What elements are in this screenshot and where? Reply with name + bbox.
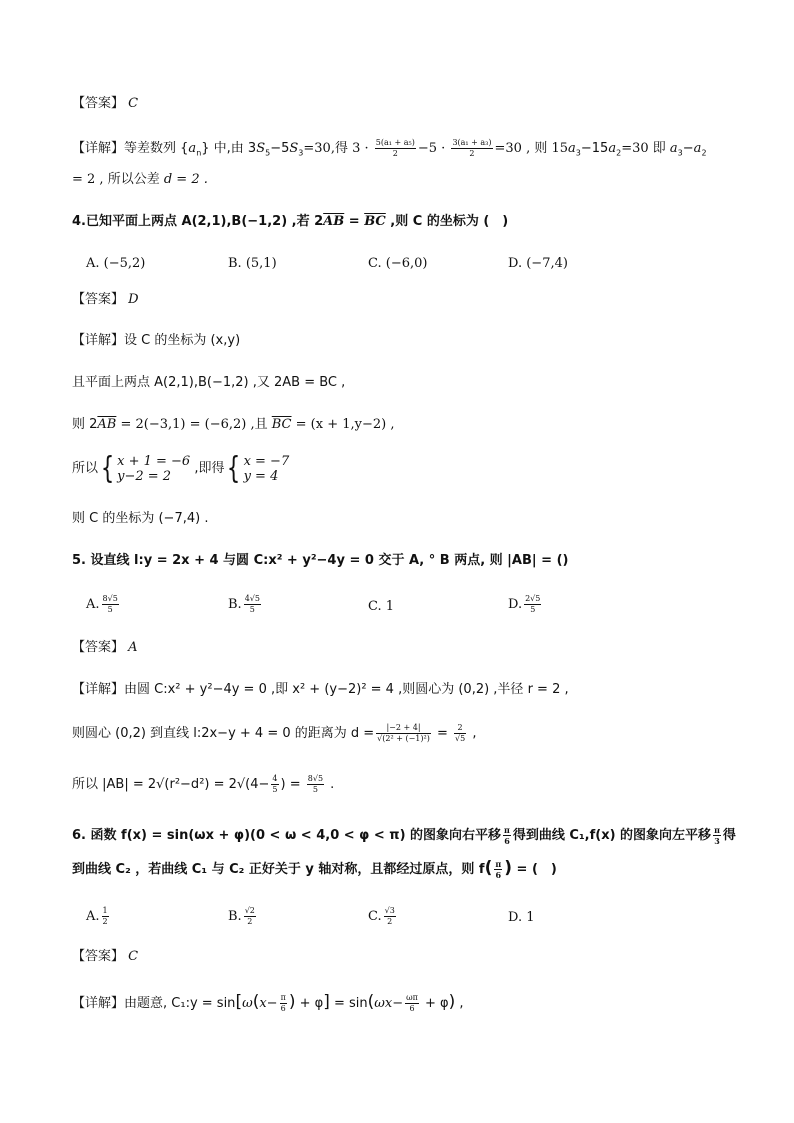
q6-option-a: A. $\frac{1}{2}$ — [86, 906, 108, 926]
detail-label: 【详解】 — [72, 996, 125, 1011]
detail-text: = 2 , 所以公差 — [72, 172, 160, 187]
q6-option-b: B. $\frac{√2}{2}$ — [228, 906, 255, 926]
detail-label: 【详解】 — [72, 333, 125, 348]
detail-text: =30 , 则 15 — [494, 141, 569, 156]
vector-ab: $\overline{AB}$ — [323, 214, 345, 229]
detail-text: 则圆心 (0,2) 到直线 l:2x−y + 4 = 0 的距离为 d = — [72, 726, 375, 741]
q6-detail-line1: 【详解】由题意, C₁:y = sin[ω(x− $\frac{\pi}{6}$ ) + φ] = sin(ωx− $\frac{\omega\pi}{6}$ + φ) , — [72, 992, 464, 1013]
vector-bc: $\overline{BC}$ — [364, 214, 386, 229]
detail-text: = (x + 1,y−2) , — [291, 417, 395, 432]
fraction: $\frac{\pi}{3}$ — [714, 825, 720, 846]
question-text: 4.已知平面上两点 A(2,1),B(−1,2) ,若 2 — [72, 214, 324, 229]
q5-detail-line2: 则圆心 (0,2) 到直线 l:2x−y + 4 = 0 的距离为 d = $\frac{|-2 + 4|}{\text{√(2² + (−1)²)}}$ = $\frac{2}{√5}$ , — [72, 723, 477, 743]
fraction: $\frac{\pi}{6}$ — [495, 859, 502, 880]
equation-system: x = −7 y = 4 — [243, 453, 290, 484]
question-text: = — [344, 214, 365, 229]
q4-detail-line1 — [72, 331, 240, 351]
q3-detail-line2 — [72, 170, 208, 190]
q4-detail-line3 — [72, 415, 394, 435]
q6-answer-line — [72, 947, 138, 967]
q6-stem-line2: 到曲线 C₂ ，若曲线 C₁ 与 C₂ 正好关于 y 轴对称，且都经过原点，则 f( $\frac{\pi}{6}$ ) = ( ) — [72, 858, 557, 880]
detail-label: 【详解】 — [72, 141, 125, 156]
q5-detail-line1 — [72, 680, 569, 700]
q5-answer-line — [72, 638, 138, 658]
vector-bc: $\overline{BC}$ — [271, 417, 292, 432]
q3-answer-line — [72, 94, 138, 114]
q4-option-a: A. (−5,2) — [86, 256, 146, 271]
question-text: 得到曲线 C₁,f(x) 的图象向左平移 — [512, 828, 712, 843]
fraction: $\frac{\text{3(a₁ + a₃)}}{2}$ — [452, 138, 492, 158]
detail-text: −5 · — [417, 141, 446, 156]
question-text: 得 — [722, 828, 736, 843]
answer-value: C — [128, 949, 139, 964]
fraction: $\frac{|-2 + 4|}{\text{√(2² + (−1)²)}}$ — [377, 723, 430, 743]
detail-text: 所以 |AB| = 2√(r²−d²) = 2√(4− — [72, 777, 270, 792]
q5-option-c: C. 1 — [368, 599, 395, 614]
q4-detail-line2: 且平面上两点 A(2,1),B(−1,2) ,又 2AB = BC , — [72, 375, 346, 390]
answer-value: A — [128, 640, 138, 655]
vector-ab: $\overline{AB}$ — [97, 417, 117, 432]
question-text: 到曲线 C₂ ，若曲线 C₁ 与 C₂ 正好关于 y 轴对称，且都经过原点，则 f — [72, 862, 485, 877]
answer-value: C — [128, 96, 139, 111]
detail-text: ,即得 — [190, 461, 225, 476]
detail-text: = 2(−3,1) = (−6,2) ,且 — [116, 417, 272, 432]
q6-stem-line1 — [72, 825, 736, 846]
q4-detail-line4 — [72, 452, 289, 486]
fraction: $\frac{\text{5(a₁ + a₅)}}{2}$ — [375, 138, 415, 158]
q4-detail-line5: 则 C 的坐标为 (−7,4) . — [72, 511, 209, 526]
q5-option-a: A. $\frac{8√5}{5}$ — [86, 594, 118, 614]
q6-option-d: D. 1 — [508, 910, 535, 925]
q4-option-d: D. (−7,4) — [508, 256, 568, 271]
q3-detail-line1: 【详解】等差数列 $\{a_n\}$ 中,由 $3S_5-5S_3=30$,得 3 · $\frac{\text{5(a₁ + a₅)}}{2}$ −5 · $\frac{\text{3(a₁ + a₃)}}{2}$ =30 , 则 $15a_3-15a_2=30$ 即 $a_3-a_2$ — [72, 138, 707, 158]
question-text: = ( ) — [512, 862, 557, 877]
detail-text: a — [188, 141, 197, 156]
detail-text: d = 2 . — [163, 172, 208, 187]
detail-text: 等差数列 { — [124, 141, 189, 156]
fraction: $\frac{\pi}{6}$ — [504, 825, 510, 846]
answer-value: D — [128, 292, 139, 307]
detail-text: 由题意, C₁:y = sin — [124, 996, 236, 1011]
q5-option-d: D. $\frac{2√5}{5}$ — [508, 594, 541, 614]
detail-text: 所以 — [72, 461, 99, 476]
answer-label: 【答案】 — [72, 949, 125, 964]
detail-text: } 中,由 3 — [201, 141, 257, 156]
detail-label: 【详解】 — [72, 682, 125, 697]
left-brace: { — [100, 450, 115, 486]
fraction: $\frac{4}{5}$ — [272, 774, 278, 794]
fraction: $\frac{2}{√5}$ — [455, 723, 466, 743]
answer-label: 【答案】 — [72, 292, 125, 307]
question-text: 6. 函数 f(x) = sin(ωx + φ)(0 < ω < 4,0 < φ < π) 的图象向右平移 — [72, 828, 502, 843]
detail-text: 设 C 的坐标为 (x,y) — [124, 333, 241, 348]
q5-option-b: B. $\frac{4√5}{5}$ — [228, 594, 260, 614]
equation-system: x + 1 = −6 y−2 = 2 — [117, 453, 191, 484]
detail-text: 由圆 C:x² + y²−4y = 0 ,即 x² + (y−2)² = 4 ,则圆心为 (0,2) ,半径 r = 2 , — [124, 682, 569, 697]
q6-option-c: C. $\frac{√3}{2}$ — [368, 906, 395, 926]
left-brace: { — [227, 450, 241, 486]
answer-label: 【答案】 — [72, 640, 125, 655]
q4-stem — [72, 212, 508, 232]
fraction: $\frac{\omega\pi}{6}$ — [406, 993, 418, 1013]
q5-detail-line3: 所以 |AB| = 2√(r²−d²) = 2√(4− $\frac{4}{5}$ ) = $\frac{8√5}{5}$ . — [72, 774, 335, 794]
detail-text: 则 2 — [72, 417, 98, 432]
q4-answer-line — [72, 290, 139, 310]
detail-text: =30 即 — [621, 141, 666, 156]
q5-stem: 5. 设直线 l:y = 2x + 4 与圆 C:x² + y²−4y = 0 交于 A, ° B 两点, 则 |AB| = () — [72, 553, 569, 568]
fraction: $\frac{8√5}{5}$ — [307, 774, 324, 794]
fraction: $\frac{\pi}{6}$ — [280, 993, 286, 1013]
q4-option-c: C. (−6,0) — [368, 256, 428, 271]
answer-label: 【答案】 — [72, 96, 125, 111]
detail-text: =30,得 3 · — [303, 141, 369, 156]
q4-option-b: B. (5,1) — [228, 256, 277, 271]
question-text: ,则 C 的坐标为 ( ) — [385, 214, 509, 229]
